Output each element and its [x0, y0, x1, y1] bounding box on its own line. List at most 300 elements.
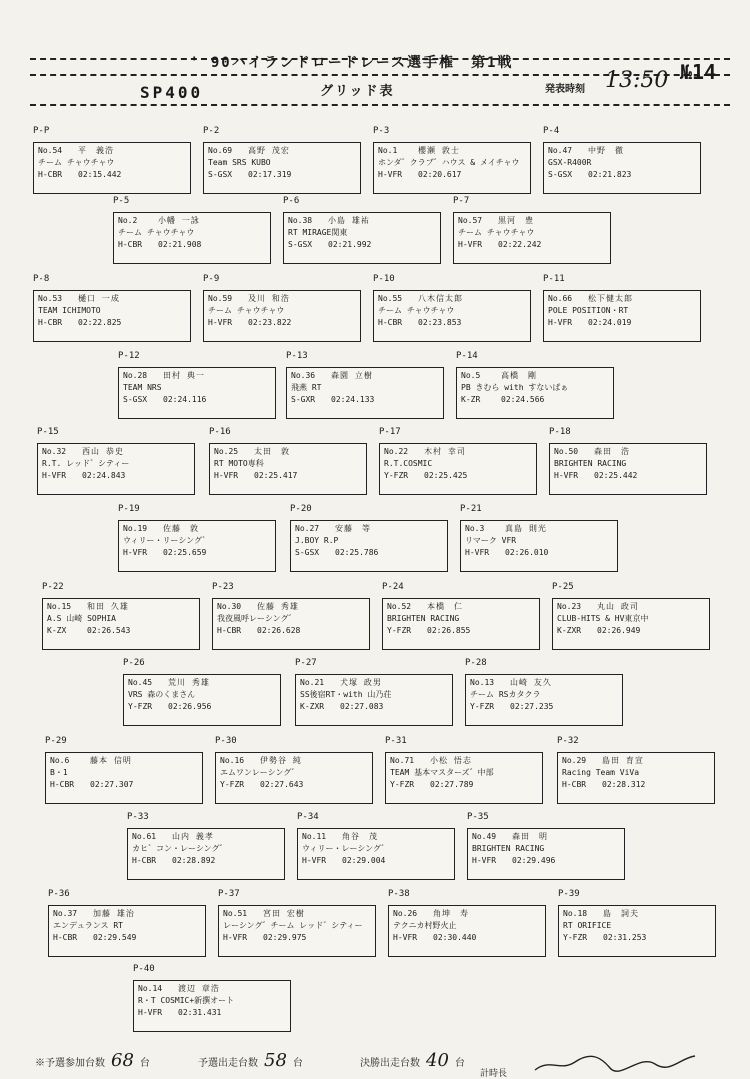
- qualifying-time: 02:27.643: [260, 780, 304, 789]
- grid-position-label: P-6: [283, 196, 300, 206]
- bike-number: No.15: [47, 602, 72, 611]
- machine: H-CBR: [378, 318, 403, 327]
- grid-entry-card: [382, 598, 540, 650]
- header-bottom-rule: [30, 104, 730, 106]
- rider-name: 森田 浩: [594, 447, 630, 456]
- machine: K-ZXR: [557, 626, 582, 635]
- bike-number: No.1: [378, 146, 398, 155]
- machine: H-CBR: [562, 780, 587, 789]
- rider-name: 安藤 等: [335, 524, 371, 533]
- grid-entry-card: [295, 674, 453, 726]
- qualifying-time: 02:26.628: [257, 626, 301, 635]
- qualifying-time: 02:27.235: [510, 702, 554, 711]
- machine: H-CBR: [217, 626, 242, 635]
- qualifying-time: 02:27.789: [430, 780, 474, 789]
- team-name: ウィリー・リーシング゛: [123, 536, 210, 545]
- team-name: CLUB-HITS & HV東京中: [557, 614, 649, 623]
- bike-number: No.27: [295, 524, 320, 533]
- team-name: POLE POSITION・RT: [548, 306, 629, 315]
- grid-position-label: P-8: [33, 274, 50, 284]
- grid-position-label: P-2: [203, 126, 220, 136]
- grid-position-label: P-23: [212, 582, 234, 592]
- qualifying-time: 02:23.853: [418, 318, 462, 327]
- grid-position-label: P-7: [453, 196, 470, 206]
- official-signature: [530, 1052, 700, 1074]
- qualifying-time: 02:26.010: [505, 548, 549, 557]
- team-name: J.BOY R.P: [295, 536, 339, 545]
- qualifying-time: 02:29.004: [342, 856, 386, 865]
- team-name: BRIGHTEN RACING: [472, 844, 545, 853]
- bike-number: No.50: [554, 447, 579, 456]
- grid-entry-card: [290, 520, 448, 572]
- team-name: チーム チャウチャウ: [458, 228, 535, 237]
- machine: Y-FZR: [128, 702, 153, 711]
- qualifying-time: 02:23.822: [248, 318, 292, 327]
- qualifying-time: 02:24.133: [331, 395, 375, 404]
- entries-count: [35, 1050, 150, 1071]
- machine: H-CBR: [38, 170, 63, 179]
- qualifying-time: 02:21.823: [588, 170, 632, 179]
- bike-number: No.45: [128, 678, 153, 687]
- qualifying-time: 02:28.892: [172, 856, 216, 865]
- machine: S-GSX: [548, 170, 573, 179]
- grid-position-label: P-11: [543, 274, 565, 284]
- team-name: リマーク VFR: [465, 536, 517, 545]
- grid-entry-card: [42, 598, 200, 650]
- bike-number: No.51: [223, 909, 248, 918]
- bike-number: No.49: [472, 832, 497, 841]
- rider-name: 加藤 雄治: [93, 909, 135, 918]
- bike-number: No.25: [214, 447, 239, 456]
- qualifying-time: 02:25.786: [335, 548, 379, 557]
- bike-number: No.57: [458, 216, 483, 225]
- rider-name: 及川 和浩: [248, 294, 290, 303]
- qualifying-time: 02:21.992: [328, 240, 372, 249]
- rider-name: 丸山 政司: [597, 602, 639, 611]
- grid-entry-card: [385, 752, 543, 804]
- qualifying-time: 02:31.253: [603, 933, 647, 942]
- rider-name: 佐藤 秀雄: [257, 602, 299, 611]
- bike-number: No.59: [208, 294, 233, 303]
- team-name: チーム チャウチャウ: [378, 306, 455, 315]
- qualifying-time: 02:24.116: [163, 395, 207, 404]
- rider-name: 中野 徹: [588, 146, 624, 155]
- machine: H-CBR: [53, 933, 78, 942]
- grid-entry-card: [283, 212, 441, 264]
- rider-name: 角坤 寿: [433, 909, 469, 918]
- official-label: 計時長: [480, 1069, 508, 1079]
- bike-number: No.11: [302, 832, 327, 841]
- rider-name: 角谷 茂: [342, 832, 378, 841]
- machine: H-VFR: [208, 318, 233, 327]
- rider-name: 森園 立樹: [331, 371, 373, 380]
- machine: K-ZXR: [300, 702, 325, 711]
- qualifiers-count: [198, 1050, 303, 1071]
- qualifying-time: 02:20.617: [418, 170, 462, 179]
- grid-position-label: P-14: [456, 351, 478, 361]
- grid-entry-card: [203, 142, 361, 194]
- team-name: チーム RSカタクラ: [470, 690, 541, 699]
- rider-name: 樋口 一成: [78, 294, 120, 303]
- start-time-value: 13:50: [605, 68, 669, 93]
- rider-name: 太田 敦: [254, 447, 290, 456]
- team-name: VRS 森のくまさん: [128, 690, 196, 699]
- grid-position-label: P-24: [382, 582, 404, 592]
- grid-position-label: P-39: [558, 889, 580, 899]
- grid-entry-card: [557, 752, 715, 804]
- machine: H-CBR: [118, 240, 143, 249]
- grid-entry-card: [118, 367, 276, 419]
- start-time-label: 発表時刻: [545, 84, 585, 95]
- grid-position-label: P-16: [209, 427, 231, 437]
- qualifying-time: 02:31.431: [178, 1008, 222, 1017]
- bike-number: No.30: [217, 602, 242, 611]
- grid-position-label: P-30: [215, 736, 237, 746]
- grid-entry-card: [456, 367, 614, 419]
- team-name: A.S 山崎 SOPHIA: [47, 614, 116, 623]
- qualifying-time: 02:30.440: [433, 933, 477, 942]
- qualifiers-unit: 台: [292, 1058, 303, 1069]
- team-name: RT ORIFICE: [563, 921, 612, 930]
- machine: H-VFR: [223, 933, 248, 942]
- qualifying-time: 02:26.543: [87, 626, 131, 635]
- team-name: Racing Team ViVa: [562, 768, 640, 777]
- rider-name: 山崎 友久: [510, 678, 552, 687]
- rider-name: 和田 久雄: [87, 602, 129, 611]
- team-name: TEAM 基本マスターズ゛中部: [390, 768, 494, 777]
- machine: H-VFR: [214, 471, 239, 480]
- grid-position-label: P-17: [379, 427, 401, 437]
- qualifying-time: 02:24.843: [82, 471, 126, 480]
- bike-number: No.38: [288, 216, 313, 225]
- qualifiers-label: 予選出走台数: [198, 1058, 258, 1069]
- qualifying-time: 02:25.417: [254, 471, 298, 480]
- rider-name: 小松 悟志: [430, 756, 472, 765]
- machine: K-ZX: [47, 626, 67, 635]
- team-name: エンデュランス RT: [53, 921, 123, 930]
- rider-name: 松下健太郎: [588, 294, 633, 303]
- grid-entry-card: [118, 520, 276, 572]
- machine: H-VFR: [378, 170, 403, 179]
- rider-name: 高橋 剛: [501, 371, 537, 380]
- document-number: №14: [680, 60, 717, 84]
- finalists-value: 40: [426, 1050, 449, 1071]
- grid-entry-card: [48, 905, 206, 957]
- team-name: BRIGHTEN RACING: [554, 459, 627, 468]
- grid-entry-card: [123, 674, 281, 726]
- grid-position-label: P-5: [113, 196, 130, 206]
- rider-name: 八木信太郎: [418, 294, 463, 303]
- grid-entry-card: [209, 443, 367, 495]
- machine: S-GSX: [123, 395, 148, 404]
- grid-position-label: P-4: [543, 126, 560, 136]
- team-name: BRIGHTEN RACING: [387, 614, 460, 623]
- grid-position-label: P-15: [37, 427, 59, 437]
- rider-name: 田村 典一: [163, 371, 205, 380]
- machine: H-VFR: [123, 548, 148, 557]
- machine: H-VFR: [138, 1008, 163, 1017]
- bike-number: No.37: [53, 909, 78, 918]
- grid-sheet-title: グリッド表: [320, 84, 395, 99]
- grid-entry-card: [215, 752, 373, 804]
- bike-number: No.6: [50, 756, 70, 765]
- rider-name: 黒河 豊: [498, 216, 534, 225]
- team-name: テクニカ村野火止: [393, 921, 457, 930]
- team-name: SS後宿RT・with 山乃荘: [300, 690, 392, 699]
- rider-name: 小幡 一詠: [158, 216, 200, 225]
- grid-entry-card: [373, 142, 531, 194]
- qualifying-time: 02:25.659: [163, 548, 207, 557]
- grid-entry-card: [286, 367, 444, 419]
- machine: Y-FZR: [387, 626, 412, 635]
- team-name: R・T COSMIC+新撰オート: [138, 996, 235, 1005]
- team-name: RT MIRAGE関東: [288, 228, 348, 237]
- team-name: Team SRS KUBO: [208, 158, 271, 167]
- grid-position-label: P-10: [373, 274, 395, 284]
- bike-number: No.16: [220, 756, 245, 765]
- qualifying-time: 02:26.949: [597, 626, 641, 635]
- team-name: チーム チャウチャウ: [208, 306, 285, 315]
- team-name: R.T.COSMIC: [384, 459, 433, 468]
- rider-name: 櫻瀬 敦士: [418, 146, 460, 155]
- team-name: PB きむら with すないぱぁ: [461, 383, 569, 392]
- grid-position-label: P-P: [33, 126, 50, 136]
- grid-position-label: P-36: [48, 889, 70, 899]
- finalists-unit: 台: [454, 1058, 465, 1069]
- rider-name: 島田 育宣: [602, 756, 644, 765]
- grid-entry-card: [113, 212, 271, 264]
- grid-entry-card: [460, 520, 618, 572]
- machine: S-GSX: [288, 240, 313, 249]
- grid-position-label: P-29: [45, 736, 67, 746]
- qualifying-time: 02:15.442: [78, 170, 122, 179]
- grid-position-label: P-38: [388, 889, 410, 899]
- bike-number: No.29: [562, 756, 587, 765]
- bike-number: No.66: [548, 294, 573, 303]
- grid-position-label: P-34: [297, 812, 319, 822]
- grid-entry-card: [45, 752, 203, 804]
- rider-name: 伊勢谷 純: [260, 756, 302, 765]
- grid-entry-card: [558, 905, 716, 957]
- entries-label: ※予選参加台数: [35, 1058, 105, 1069]
- machine: H-VFR: [302, 856, 327, 865]
- bike-number: No.32: [42, 447, 67, 456]
- event-title: ' 90ハイランドロードレース選手権 第1戦: [190, 55, 514, 71]
- qualifying-time: 02:24.566: [501, 395, 545, 404]
- qualifying-time: 02:29.549: [93, 933, 137, 942]
- rider-name: 犬塚 政男: [340, 678, 382, 687]
- machine: H-VFR: [548, 318, 573, 327]
- bike-number: No.22: [384, 447, 409, 456]
- grid-entry-card: [127, 828, 285, 880]
- qualifying-time: 02:25.442: [594, 471, 638, 480]
- qualifying-time: 02:17.319: [248, 170, 292, 179]
- qualifying-time: 02:25.425: [424, 471, 468, 480]
- bike-number: No.69: [208, 146, 233, 155]
- team-name: RT MOTO専科: [214, 459, 264, 468]
- team-name: ホンダ゛クラブ゛ハウス & メイチャウ: [378, 158, 520, 167]
- rider-name: 宮田 宏樹: [263, 909, 305, 918]
- qualifying-time: 02:22.242: [498, 240, 542, 249]
- grid-position-label: P-25: [552, 582, 574, 592]
- grid-entry-card: [373, 290, 531, 342]
- finalists-count: [360, 1050, 465, 1071]
- bike-number: No.18: [563, 909, 588, 918]
- machine: Y-FZR: [563, 933, 588, 942]
- bike-number: No.71: [390, 756, 415, 765]
- bike-number: No.5: [461, 371, 481, 380]
- grid-position-label: P-33: [127, 812, 149, 822]
- rider-name: 山内 義孝: [172, 832, 214, 841]
- grid-position-label: P-26: [123, 658, 145, 668]
- machine: Y-FZR: [384, 471, 409, 480]
- bike-number: No.53: [38, 294, 63, 303]
- grid-entry-card: [543, 290, 701, 342]
- grid-entry-card: [467, 828, 625, 880]
- grid-entry-card: [33, 290, 191, 342]
- machine: Y-FZR: [390, 780, 415, 789]
- team-name: TEAM ICHIMOTO: [38, 306, 101, 315]
- qualifying-time: 02:27.307: [90, 780, 134, 789]
- rider-name: 小島 雄祐: [328, 216, 370, 225]
- grid-position-label: P-21: [460, 504, 482, 514]
- qualifying-time: 02:21.908: [158, 240, 202, 249]
- grid-entry-card: [465, 674, 623, 726]
- bike-number: No.26: [393, 909, 418, 918]
- team-name: ウィリー・レーシング゛: [302, 844, 389, 853]
- bike-number: No.13: [470, 678, 495, 687]
- grid-position-label: P-20: [290, 504, 312, 514]
- grid-position-label: P-28: [465, 658, 487, 668]
- machine: H-CBR: [50, 780, 75, 789]
- bike-number: No.52: [387, 602, 412, 611]
- bike-number: No.14: [138, 984, 163, 993]
- rider-name: 平 義浩: [78, 146, 114, 155]
- grid-entry-card: [297, 828, 455, 880]
- grid-position-label: P-27: [295, 658, 317, 668]
- team-name: B・1: [50, 768, 68, 777]
- machine: H-VFR: [465, 548, 490, 557]
- grid-entry-card: [379, 443, 537, 495]
- entries-value: 68: [111, 1050, 134, 1071]
- grid-position-label: P-40: [133, 964, 155, 974]
- grid-position-label: P-22: [42, 582, 64, 592]
- team-name: TEAM NRS: [123, 383, 162, 392]
- grid-entry-card: [203, 290, 361, 342]
- machine: H-VFR: [472, 856, 497, 865]
- rider-name: 島 詞夫: [603, 909, 639, 918]
- grid-entry-card: [133, 980, 291, 1032]
- grid-position-label: P-18: [549, 427, 571, 437]
- grid-entry-card: [453, 212, 611, 264]
- team-name: チーム チャウチャウ: [38, 158, 115, 167]
- grid-entry-card: [212, 598, 370, 650]
- team-name: カヒ゛コン・レーシング゛: [132, 844, 228, 853]
- team-name: チーム チャウチャウ: [118, 228, 195, 237]
- machine: H-VFR: [554, 471, 579, 480]
- grid-position-label: P-12: [118, 351, 140, 361]
- grid-position-label: P-13: [286, 351, 308, 361]
- machine: S-GXR: [291, 395, 316, 404]
- team-name: R.T. レッド゛シティー: [42, 459, 130, 468]
- rider-name: 木村 幸司: [424, 447, 466, 456]
- grid-entry-card: [37, 443, 195, 495]
- bike-number: No.54: [38, 146, 63, 155]
- grid-entry-card: [33, 142, 191, 194]
- rider-name: 高野 茂宏: [248, 146, 290, 155]
- machine: S-GSX: [295, 548, 320, 557]
- bike-number: No.61: [132, 832, 157, 841]
- rider-name: 荒川 秀雄: [168, 678, 210, 687]
- qualifying-time: 02:29.496: [512, 856, 556, 865]
- bike-number: No.36: [291, 371, 316, 380]
- qualifying-time: 02:24.019: [588, 318, 632, 327]
- grid-entry-card: [218, 905, 376, 957]
- qualifying-time: 02:27.083: [340, 702, 384, 711]
- grid-position-label: P-3: [373, 126, 390, 136]
- grid-position-label: P-31: [385, 736, 407, 746]
- grid-entry-card: [552, 598, 710, 650]
- grid-position-label: P-35: [467, 812, 489, 822]
- rider-name: 渡辺 章浩: [178, 984, 220, 993]
- grid-position-label: P-9: [203, 274, 220, 284]
- machine: Y-FZR: [470, 702, 495, 711]
- qualifying-time: 02:26.956: [168, 702, 212, 711]
- grid-entry-card: [549, 443, 707, 495]
- rider-name: 西山 恭史: [82, 447, 124, 456]
- rider-name: 佐藤 敦: [163, 524, 199, 533]
- team-name: レーシング゛チーム レッド゛シティー: [223, 921, 363, 930]
- rider-name: 本橋 仁: [427, 602, 463, 611]
- team-name: GSX-R400R: [548, 158, 592, 167]
- bike-number: No.3: [465, 524, 485, 533]
- grid-entry-card: [543, 142, 701, 194]
- machine: S-GSX: [208, 170, 233, 179]
- qualifying-time: 02:28.312: [602, 780, 646, 789]
- grid-entry-card: [388, 905, 546, 957]
- qualifying-time: 02:29.975: [263, 933, 307, 942]
- rider-name: 森田 明: [512, 832, 548, 841]
- machine: H-VFR: [393, 933, 418, 942]
- qualifiers-value: 58: [264, 1050, 287, 1071]
- machine: H-VFR: [42, 471, 67, 480]
- bike-number: No.47: [548, 146, 573, 155]
- machine: H-CBR: [38, 318, 63, 327]
- bike-number: No.2: [118, 216, 138, 225]
- bike-number: No.21: [300, 678, 325, 687]
- rider-name: 真島 則光: [505, 524, 547, 533]
- qualifying-time: 02:22.825: [78, 318, 122, 327]
- bike-number: No.55: [378, 294, 403, 303]
- machine: Y-FZR: [220, 780, 245, 789]
- bike-number: No.23: [557, 602, 582, 611]
- race-class: SP400: [140, 83, 204, 102]
- bike-number: No.19: [123, 524, 148, 533]
- team-name: 飛燕 RT: [291, 383, 322, 392]
- entries-unit: 台: [139, 1058, 150, 1069]
- rider-name: 藤本 信明: [90, 756, 132, 765]
- grid-position-label: P-19: [118, 504, 140, 514]
- team-name: エムワンレーシング゛: [220, 768, 300, 777]
- grid-position-label: P-37: [218, 889, 240, 899]
- grid-position-label: P-32: [557, 736, 579, 746]
- team-name: 我夜風呼レーシング゛: [217, 614, 297, 623]
- finalists-label: 決勝出走台数: [360, 1058, 420, 1069]
- machine: H-VFR: [458, 240, 483, 249]
- qualifying-time: 02:26.855: [427, 626, 471, 635]
- bike-number: No.28: [123, 371, 148, 380]
- machine: K-ZR: [461, 395, 481, 404]
